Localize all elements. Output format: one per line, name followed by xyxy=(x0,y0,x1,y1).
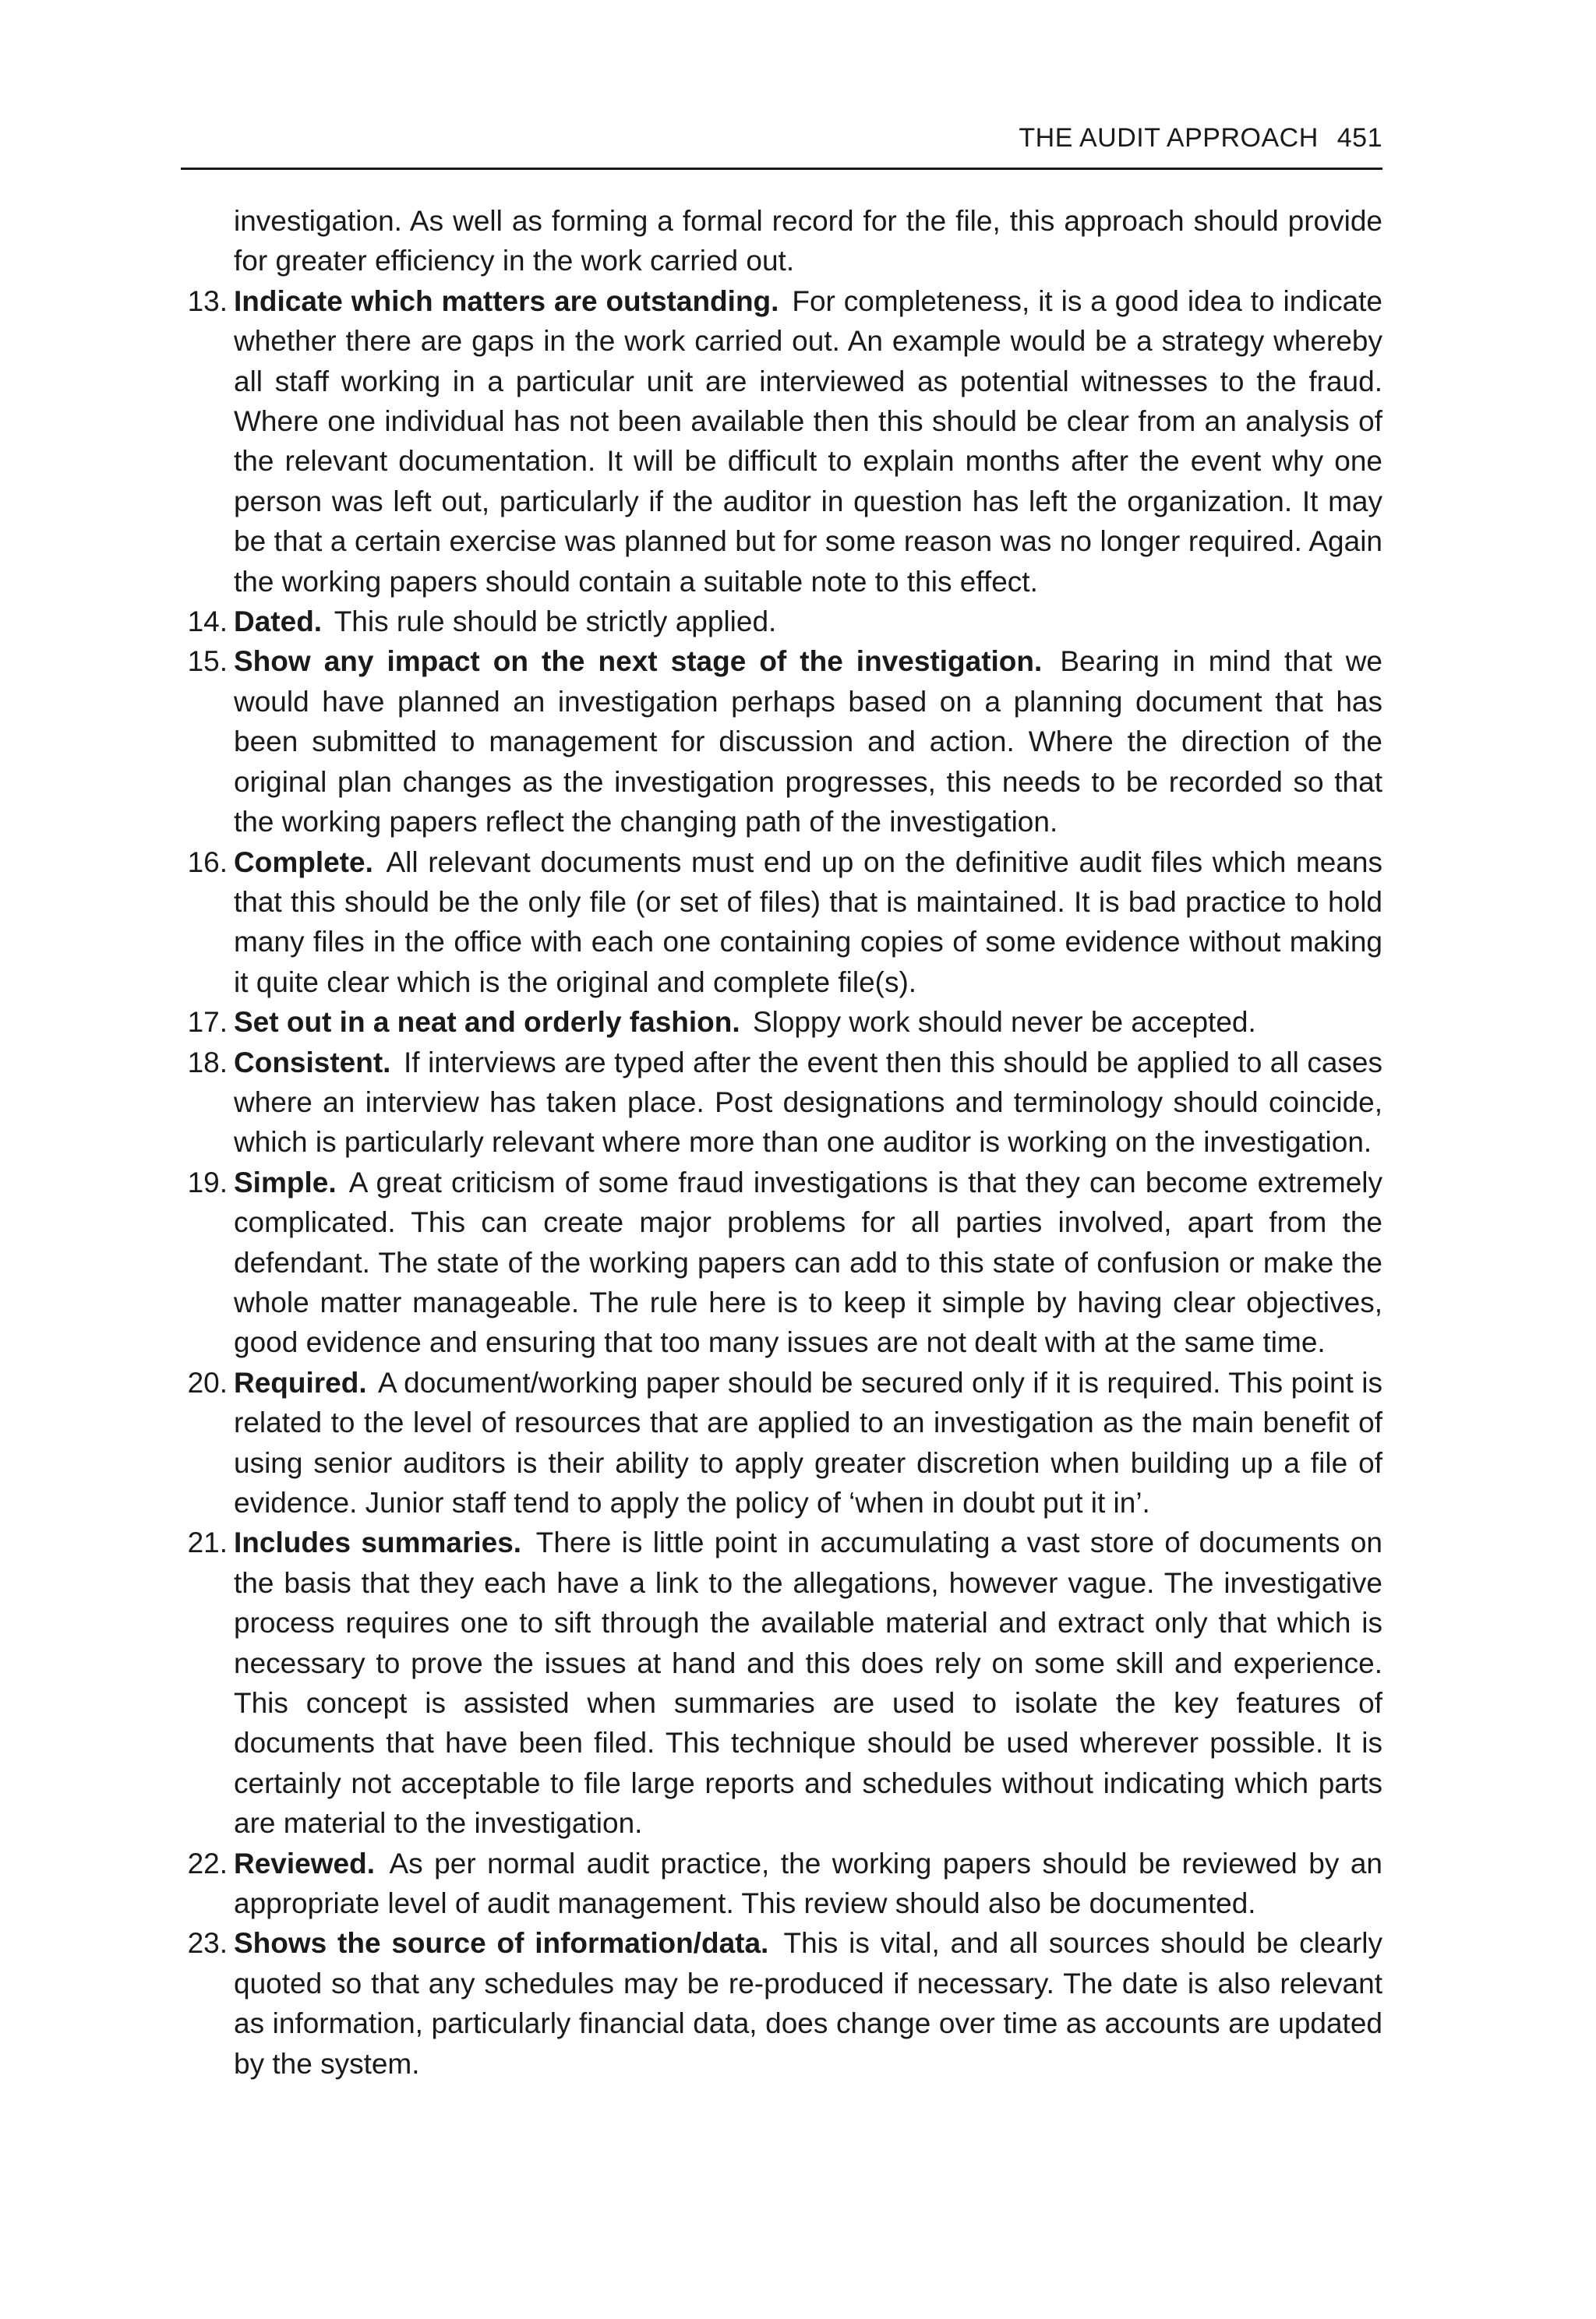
item-heading: Set out in a neat and orderly fashion. xyxy=(234,1006,740,1039)
item-number: 14. xyxy=(187,605,228,638)
item-heading: Complete. xyxy=(234,845,373,878)
item-number: 18. xyxy=(187,1046,228,1078)
item-heading: Indicate which matters are outstanding. xyxy=(234,284,779,317)
item-text xyxy=(234,1523,1382,1843)
item-number: 20. xyxy=(187,1366,228,1399)
item-number: 22. xyxy=(187,1847,228,1880)
list-item xyxy=(181,1844,1382,1924)
item-number: 16. xyxy=(187,845,228,878)
item-number: 21. xyxy=(187,1527,228,1559)
continuation-paragraph xyxy=(181,201,1382,281)
list-item xyxy=(181,1523,1382,1843)
item-body: All relevant documents must end up on the definitive audit files which means that this should be the only file (or set of files) that is maintained. It is bad practice to hold many files in the office with each one containing copies of some evidence without making it quite clear which is the original and complete file(s). xyxy=(234,845,1383,998)
item-body: This is vital, and all sources should be clearly quoted so that any schedules may be re-produced if necessary. The date is also relevant as information, particularly financial data, does change over time as accounts are updated by the system. xyxy=(234,1927,1382,2080)
item-body: A document/working paper should be secured only if it is required. This point is related to the level of resources that are applied to an investigation as the main benefit of using senior auditors is their ability to apply greater discretion when building up a file of evidence. Junior staff tend to apply the policy of ‘when in doubt put it in’. xyxy=(234,1366,1382,1519)
item-heading: Simple. xyxy=(234,1166,337,1198)
continuation-text: investigation. As well as forming a formal record for the file, this approach should provide for greater efficiency in the work carried out. xyxy=(234,205,1382,277)
page-header xyxy=(181,115,1382,170)
item-heading: Show any impact on the next stage of the investigation. xyxy=(234,645,1043,678)
item-text xyxy=(234,1002,1382,1042)
item-number: 15. xyxy=(187,645,228,678)
item-number: 23. xyxy=(187,1927,228,1960)
item-heading: Includes summaries. xyxy=(234,1527,522,1559)
list-item xyxy=(181,641,1382,842)
item-body: If interviews are typed after the event then this should be applied to all cases where an interview has taken place. Post designations and terminology should coincide, which is particularly relevant where more than one auditor is working on the investigation. xyxy=(234,1046,1382,1159)
list-item xyxy=(181,842,1382,1003)
list-item xyxy=(181,1043,1382,1163)
page-number: 451 xyxy=(1336,123,1382,153)
item-number: 19. xyxy=(187,1166,228,1198)
page-body xyxy=(181,201,1382,2084)
item-heading: Required. xyxy=(234,1366,367,1399)
running-title: THE AUDIT APPROACH xyxy=(1019,123,1319,153)
list-item xyxy=(181,1923,1382,2084)
list-item xyxy=(181,1363,1382,1523)
list-item xyxy=(181,281,1382,602)
item-body: This rule should be strictly applied. xyxy=(334,605,777,638)
item-text xyxy=(234,1043,1382,1163)
item-text xyxy=(234,1844,1382,1924)
item-heading: Consistent. xyxy=(234,1046,391,1078)
item-text xyxy=(234,1163,1382,1363)
item-body: A great criticism of some fraud investigations is that they can become extremely complicated. This can create major problems for all parties involved, apart from the defendant. The state of the working papers can add to this state of confusion or make the whole matter manageable. The rule here is to keep it simple by having clear objectives, good evidence and ensuring that too many issues are not dealt with at the same time. xyxy=(234,1166,1382,1359)
list-item xyxy=(181,1163,1382,1363)
running-head xyxy=(1019,123,1382,154)
item-heading: Shows the source of information/data. xyxy=(234,1927,769,1960)
item-body: Sloppy work should never be accepted. xyxy=(752,1006,1256,1039)
item-text xyxy=(234,602,1382,641)
item-text xyxy=(234,1363,1382,1523)
item-body: There is little point in accumulating a vast store of documents on the basis that they each have a link to the allegations, however vague. The investigative process requires one to sift through the available material and extract only that which is necessary to prove the issues at hand and this does rely on some skill and experience. This concept is assisted when summaries are used to isolate the key features of documents that have been filed. This technique should be used wherever possible. It is certainly not acceptable to file large reports and schedules without indicating which parts are material to the investigation. xyxy=(234,1527,1382,1840)
item-heading: Reviewed. xyxy=(234,1847,375,1880)
item-text xyxy=(234,641,1382,842)
item-body: For completeness, it is a good idea to indicate whether there are gaps in the work carried out. An example would be a strategy whereby all staff working in a particular unit are interviewed as potential witnesses to the fraud. Where one individual has not been available then this should be clear from an analysis of the relevant documentation. It will be difficult to explain months after the event why one person was left out, particularly if the auditor in question has left the organization. It may be that a certain exercise was planned but for some reason was no longer required. Again the working papers should contain a suitable note to this effect. xyxy=(234,284,1383,598)
item-text xyxy=(234,1923,1382,2084)
list-item xyxy=(181,602,1382,641)
item-heading: Dated. xyxy=(234,605,323,638)
item-text xyxy=(234,281,1382,602)
item-body: As per normal audit practice, the working papers should be reviewed by an appropriate level of audit management. This review should also be documented. xyxy=(234,1847,1382,1920)
item-text xyxy=(234,842,1382,1003)
list-item xyxy=(181,1002,1382,1042)
item-number: 17. xyxy=(187,1006,228,1039)
item-number: 13. xyxy=(187,284,228,317)
item-body: Bearing in mind that we would have planned an investigation perhaps based on a planning document that has been submitted to management for discussion and action. Where the direction of the original plan changes as the investigation progresses, this needs to be recorded so that the working papers reflect the changing path of the investigation. xyxy=(234,645,1382,838)
